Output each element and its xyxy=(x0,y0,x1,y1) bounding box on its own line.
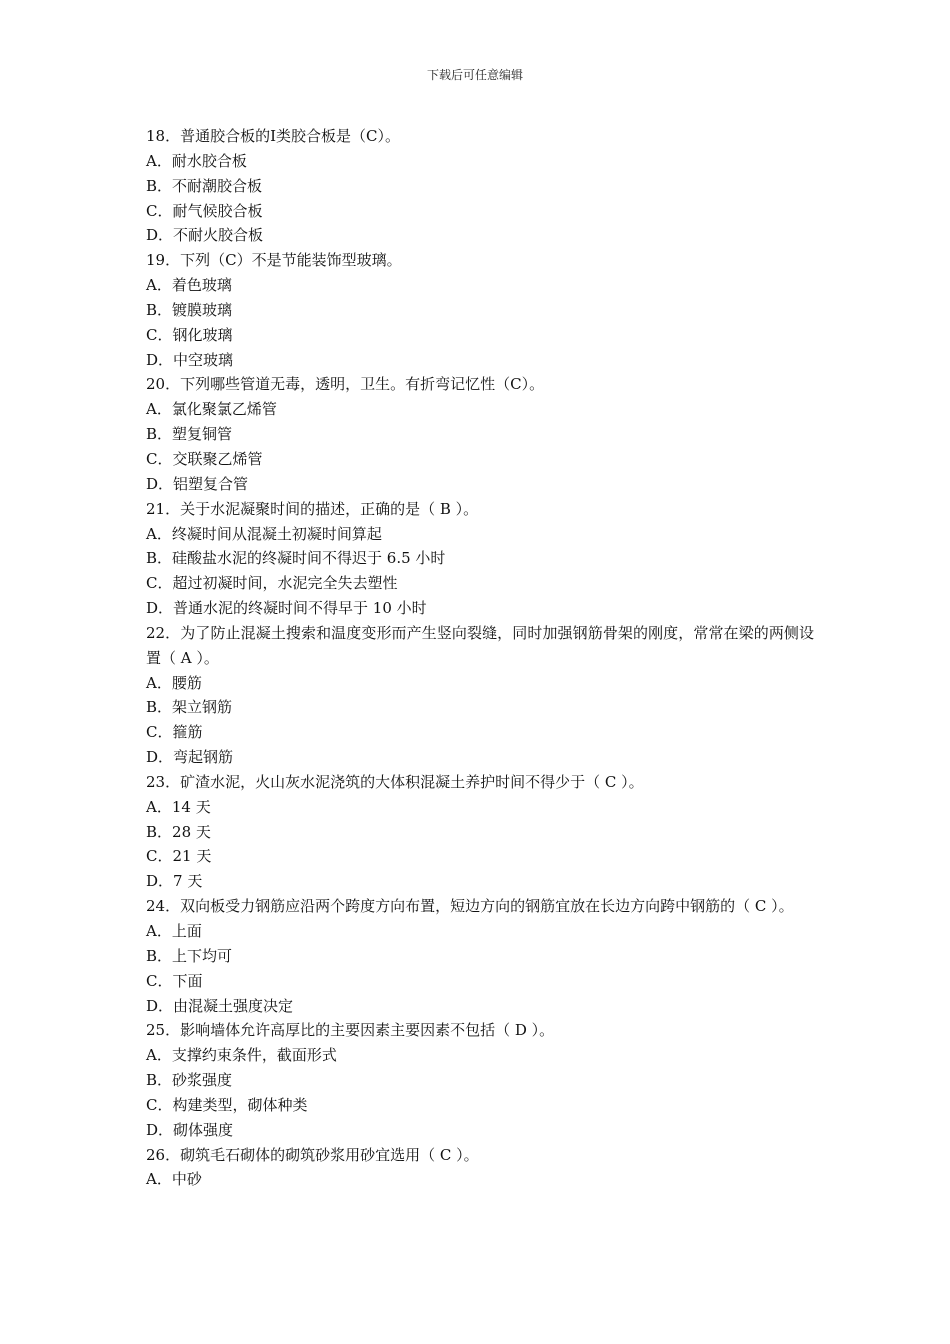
option-a: A．14 天 xyxy=(146,797,211,816)
option-b: B．28 天 xyxy=(146,822,211,841)
question-21: 21．关于水泥凝聚时间的描述，正确的是（ B ）。 xyxy=(146,499,479,518)
option-d: D．铝塑复合管 xyxy=(146,474,249,493)
option-a: A．氯化聚氯乙烯管 xyxy=(146,400,277,419)
question-18: 18．普通胶合板的Ⅰ类胶合板是（C）。 xyxy=(146,127,400,145)
option-d: D．砌体强度 xyxy=(146,1120,234,1139)
question-24: 24．双向板受力钢筋应沿两个跨度方向布置，短边方向的钢筋宜放在长边方向跨中钢筋的（ C ）。 xyxy=(146,897,794,916)
question-26: 26．砌筑毛石砌体的砌筑砂浆用砂宜选用（ C ）。 xyxy=(146,1145,479,1164)
question-23: 23．矿渣水泥，火山灰水泥浇筑的大体积混凝土养护时间不得少于（ C ）。 xyxy=(146,772,644,791)
option-a: A．支撑约束条件，截面形式 xyxy=(146,1046,337,1065)
option-b: B．架立钢筋 xyxy=(146,698,233,717)
option-d: D．不耐火胶合板 xyxy=(146,226,264,245)
option-d: D．7 天 xyxy=(146,872,203,891)
option-c: C．21 天 xyxy=(146,847,212,866)
option-d: D．弯起钢筋 xyxy=(146,748,234,767)
option-a: A．耐水胶合板 xyxy=(146,151,247,170)
option-b: B．镀膜玻璃 xyxy=(146,300,233,319)
option-b: B．砂浆强度 xyxy=(146,1071,233,1090)
option-c: C．箍筋 xyxy=(146,723,203,742)
option-d: D．中空玻璃 xyxy=(146,350,234,369)
option-c: C．下面 xyxy=(146,971,203,990)
option-a: A．中砂 xyxy=(146,1170,202,1189)
question-20: 20．下列哪些管道无毒，透明，卫生。有折弯记忆性（C）。 xyxy=(146,375,545,394)
option-c: C．钢化玻璃 xyxy=(146,325,233,344)
option-c: C．超过初凝时间，水泥完全失去塑性 xyxy=(146,574,398,593)
question-list xyxy=(146,124,814,1192)
option-c: C．构建类型，砌体种类 xyxy=(146,1095,308,1114)
question-19: 19．下列（C）不是节能装饰型玻璃。 xyxy=(146,251,402,270)
question-25: 25．影响墙体允许高厚比的主要因素主要因素不包括（ D ）。 xyxy=(146,1021,555,1040)
option-a: A．着色玻璃 xyxy=(146,276,232,295)
option-d: D．由混凝土强度决定 xyxy=(146,996,294,1015)
option-c: C．耐气候胶合板 xyxy=(146,201,263,220)
option-d: D．普通水泥的终凝时间不得早于 10 小时 xyxy=(146,599,427,618)
page-header: 下载后可任意编辑 xyxy=(426,68,523,82)
option-a: A．终凝时间从混凝土初凝时间算起 xyxy=(146,524,382,543)
option-c: C．交联聚乙烯管 xyxy=(146,449,263,468)
option-a: A．上面 xyxy=(146,922,202,940)
option-b: B．硅酸盐水泥的终凝时间不得迟于 6.5 小时 xyxy=(146,549,446,568)
option-b: B．塑复铜管 xyxy=(146,425,233,444)
option-b: B．不耐潮胶合板 xyxy=(146,176,263,195)
question-22: 22．为了防止混凝土搜索和温度变形而产生竖向裂缝，同时加强钢筋骨架的刚度，常常在梁的两侧设置（ A ）。 xyxy=(146,623,814,667)
option-b: B．上下均可 xyxy=(146,946,233,965)
option-a: A．腰筋 xyxy=(146,673,202,692)
